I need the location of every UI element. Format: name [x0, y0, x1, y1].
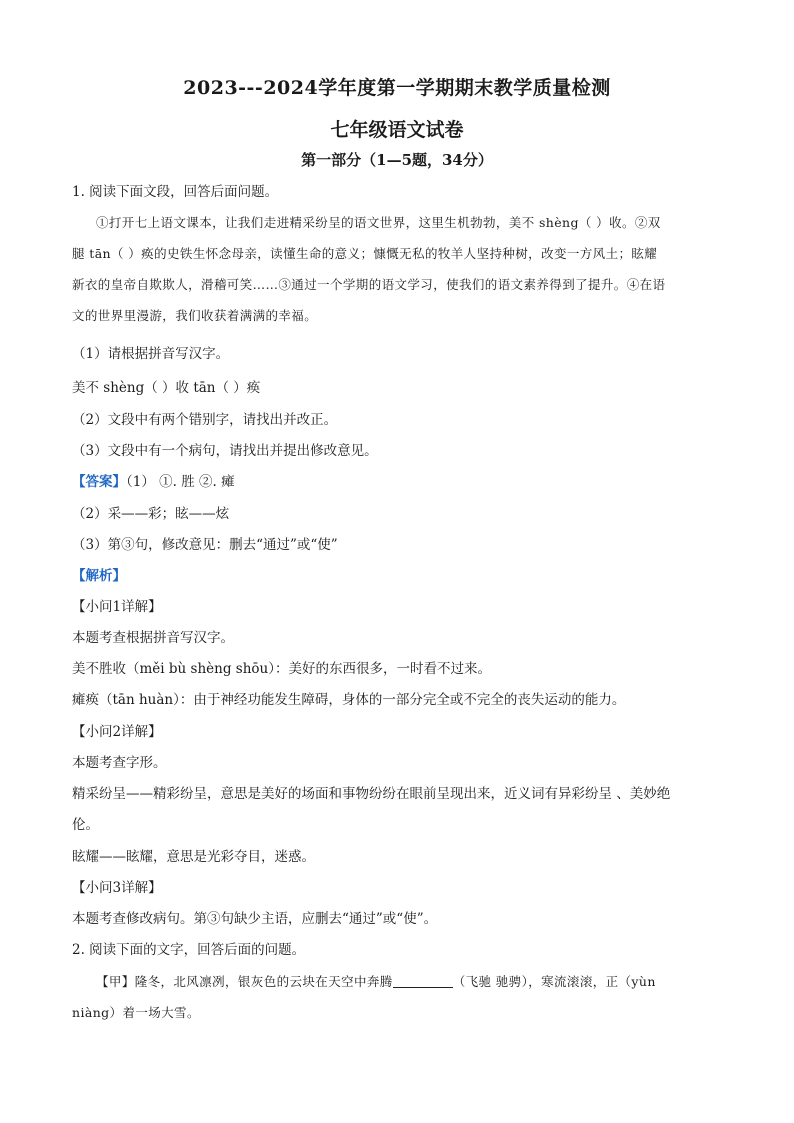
answer-1-text: （1） ①. 胜 ②. 瘫 — [126, 474, 235, 490]
detail-2-tag: 【小问2详解】 — [72, 724, 162, 740]
sub-question-2: （2）文段中有两个错别字，请找出并改正。 — [72, 412, 338, 428]
passage-line-3: 新衣的皇帝自欺欺人，滑稽可笑……③通过一个学期的语文学习，使我们的语文素养得到了提升。④在语 — [72, 277, 666, 292]
detail-2-word-1a: 精采纷呈——精彩纷呈，意思是美好的场面和事物纷纷在眼前呈现出来，近义词有异彩纷呈 、美妙绝 — [72, 786, 671, 802]
answer-line-2: （2）采——彩；眩——炫 — [72, 506, 230, 522]
detail-1-word-1: 美不胜收（měi bù shèng shōu）：美好的东西很多，一时看不过来。 — [72, 661, 491, 677]
detail-2-word-1b: 伦。 — [72, 817, 99, 833]
answer-line-1 — [72, 472, 235, 492]
passage-line-2: 腿 tān（ ）痪的史铁生怀念母亲，读懂生命的意义；慷慨无私的牧羊人坚持种树，改变一方风土；眩耀 — [72, 246, 658, 261]
paper-subtitle: 七年级语文试卷 — [330, 119, 464, 141]
detail-3-text: 本题考查修改病句。第③句缺少主语，应删去“通过”或“使”。 — [72, 911, 438, 927]
question-1-prompt: 1. 阅读下面文段，回答后面问题。 — [72, 184, 279, 200]
question-2-prompt: 2. 阅读下面的文字，回答后面的问题。 — [72, 942, 306, 958]
passage-line-4: 文的世界里漫游，我们收获着满满的幸福。 — [72, 308, 318, 323]
sub-question-1: （1）请根据拼音写汉字。 — [72, 346, 230, 362]
passage-line-1: ①打开七上语文课本，让我们走进精采纷呈的语文世界，这里生机勃勃，美不 shèng（ ）收。②双 — [96, 215, 661, 230]
q2-passage-line-2: niàng）着一场大雪。 — [72, 1005, 200, 1020]
answer-blank — [393, 973, 453, 988]
sub-question-1-items: 美不 shèng（ ）收 tān（ ）痪 — [72, 380, 261, 396]
q2-passage-line-1 — [96, 972, 656, 992]
page-title: 2023---2024学年度第一学期期末教学质量检测 — [183, 77, 611, 99]
detail-1-text: 本题考查根据拼音写汉字。 — [72, 630, 234, 646]
detail-3-tag: 【小问3详解】 — [72, 880, 162, 896]
section-heading: 第一部分（1—5题，34分） — [301, 151, 493, 169]
sub-question-3: （3）文段中有一个病句，请找出并提出修改意见。 — [72, 443, 378, 459]
answer-line-3: （3）第③句，修改意见：删去“通过”或“使” — [72, 537, 338, 553]
detail-1-word-2: 瘫痪（tān huàn）：由于神经功能发生障碍，身体的一部分完全或不完全的丧失运动的能力。 — [72, 692, 626, 708]
answer-tag: 【答案】 — [72, 474, 126, 490]
detail-2-word-2: 眩耀——眩耀，意思是光彩夺目，迷惑。 — [72, 849, 315, 865]
detail-2-text: 本题考查字形。 — [72, 755, 167, 771]
analysis-tag: 【解析】 — [72, 568, 126, 584]
q2-passage-part-a: 【甲】隆冬，北风凛冽，银灰色的云块在天空中奔腾 — [96, 974, 393, 989]
detail-1-tag: 【小问1详解】 — [72, 599, 162, 615]
q2-passage-part-b: （飞驰 驰骋），寒流滚滚，正（yùn — [452, 974, 656, 989]
